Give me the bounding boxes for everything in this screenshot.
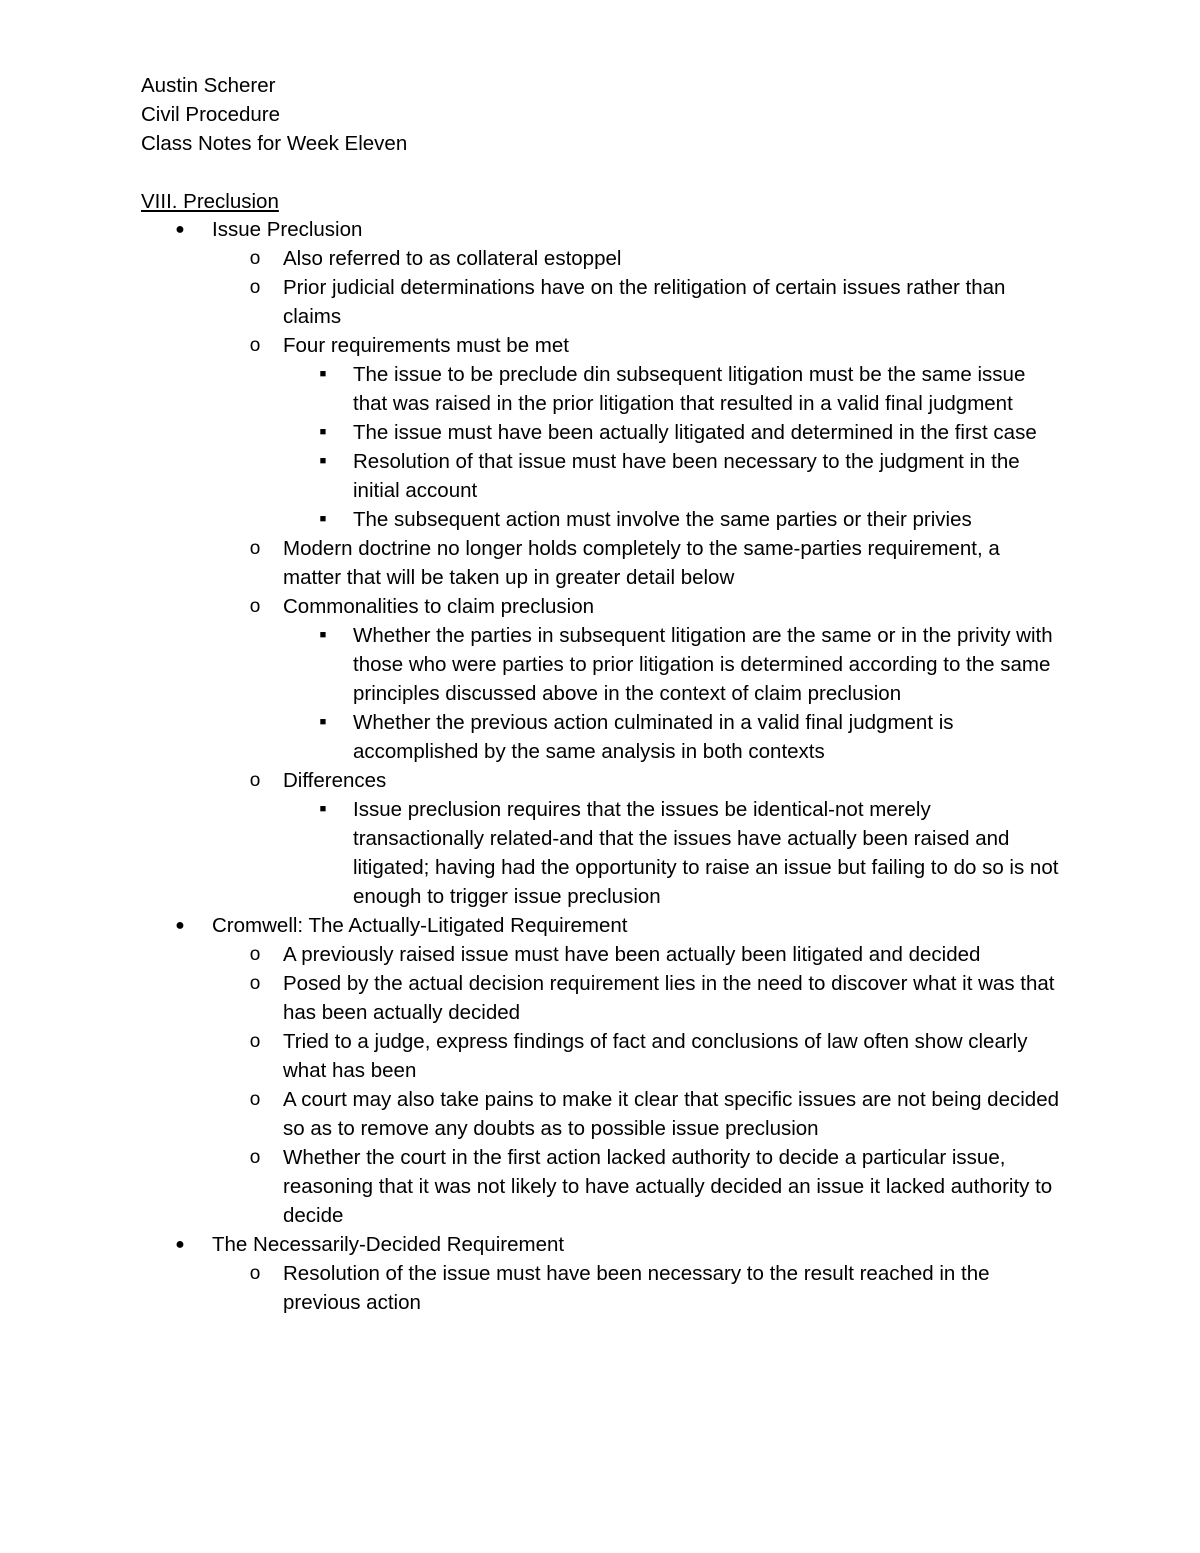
- outline-item-text: Whether the court in the first action lacked authority to decide a particular issue, reasoning that it was not likely to have actually decided an issue it lacked authority to decide: [283, 1146, 1053, 1227]
- course-name: Civil Procedure: [141, 103, 280, 126]
- bullet-level-2-icon: o: [249, 248, 261, 269]
- outline-item-text: Whether the previous action culminated in a valid final judgment is accomplished by the same analysis in both contexts: [353, 711, 954, 763]
- bullet-level-2-icon: o: [249, 538, 261, 559]
- outline-item-level-2: [0, 1143, 1063, 1230]
- outline-item-level-3: [0, 795, 1065, 911]
- outline-item-level-2: [0, 1259, 1063, 1317]
- bullet-level-2-icon: o: [249, 596, 261, 617]
- outline-item-level-2: [0, 273, 1063, 331]
- author-name: Austin Scherer: [141, 74, 276, 97]
- outline-item-level-2: [0, 244, 1063, 273]
- bullet-level-3-icon: ■: [319, 368, 327, 380]
- outline-item-level-2: [0, 331, 1063, 360]
- notes-subtitle: Class Notes for Week Eleven: [141, 132, 408, 155]
- outline-item-level-3: [0, 360, 1065, 418]
- document-header: [141, 71, 407, 158]
- outline-item-text: The issue to be preclude din subsequent litigation must be the same issue that was raised in the prior litigation that resulted in a valid final judgment: [353, 363, 1026, 415]
- bullet-level-2-icon: o: [249, 973, 261, 994]
- bullet-level-3-icon: ■: [319, 513, 327, 525]
- outline-item-text: Commonalities to claim preclusion: [283, 595, 595, 618]
- outline-item-text: Tried to a judge, express findings of fact and conclusions of law often show clearly what has been: [283, 1030, 1028, 1082]
- bullet-level-1-icon: ●: [175, 221, 185, 238]
- outline-item-text: Cromwell: The Actually-Litigated Requirement: [212, 914, 628, 937]
- outline-item-text: Issue Preclusion: [212, 218, 363, 241]
- bullet-level-2-icon: o: [249, 770, 261, 791]
- outline-item-level-3: [0, 418, 1065, 447]
- outline-item-text: Modern doctrine no longer holds completely to the same-parties requirement, a matter that will be taken up in greater detail below: [283, 537, 1000, 589]
- bullet-level-3-icon: ■: [319, 803, 327, 815]
- outline-item-level-3: [0, 621, 1065, 708]
- notes-outline: [0, 215, 1200, 1317]
- outline-item-level-2: [0, 940, 1063, 969]
- bullet-level-3-icon: ■: [319, 716, 327, 728]
- outline-item-text: Whether the parties in subsequent litigation are the same or in the privity with those who were parties to prior litigation is determined according to the same principles discussed above in the context of claim preclusion: [353, 624, 1053, 705]
- outline-item-text: A court may also take pains to make it clear that specific issues are not being decided so as to remove any doubts as to possible issue preclusion: [283, 1088, 1059, 1140]
- outline-item-text: The subsequent action must involve the same parties or their privies: [353, 508, 972, 531]
- outline-item-text: Differences: [283, 769, 387, 792]
- outline-item-text: Issue preclusion requires that the issues be identical-not merely transactionally related-and that the issues have actually been raised and litigated; having had the opportunity to raise an issue but failing to do so is not enough to trigger issue preclusion: [353, 798, 1059, 908]
- outline-item-level-2: [0, 1027, 1063, 1085]
- outline-item-text: The Necessarily-Decided Requirement: [212, 1233, 565, 1256]
- bullet-level-2-icon: o: [249, 1031, 261, 1052]
- bullet-level-2-icon: o: [249, 944, 261, 965]
- bullet-level-2-icon: o: [249, 1263, 261, 1284]
- bullet-level-2-icon: o: [249, 277, 261, 298]
- bullet-level-3-icon: ■: [319, 455, 327, 467]
- bullet-level-2-icon: o: [249, 1089, 261, 1110]
- outline-item-text: Posed by the actual decision requirement lies in the need to discover what it was that has been actually decided: [283, 972, 1055, 1024]
- outline-item-text: A previously raised issue must have been actually been litigated and decided: [283, 943, 981, 966]
- outline-item-level-1: [0, 911, 1052, 940]
- bullet-level-3-icon: ■: [319, 426, 327, 438]
- outline-item-text: Also referred to as collateral estoppel: [283, 247, 622, 270]
- outline-item-level-2: [0, 1085, 1063, 1143]
- outline-item-text: Prior judicial determinations have on the relitigation of certain issues rather than claims: [283, 276, 1006, 328]
- bullet-level-3-icon: ■: [319, 629, 327, 641]
- outline-item-level-3: [0, 447, 1065, 505]
- bullet-level-2-icon: o: [249, 1147, 261, 1168]
- outline-item-level-1: [0, 1230, 1052, 1259]
- outline-item-level-2: [0, 592, 1063, 621]
- bullet-level-2-icon: o: [249, 335, 261, 356]
- outline-item-level-2: [0, 534, 1063, 592]
- bullet-level-1-icon: ●: [175, 917, 185, 934]
- outline-item-text: The issue must have been actually litigated and determined in the first case: [353, 421, 1037, 444]
- outline-item-level-1: [0, 215, 1052, 244]
- outline-item-text: Four requirements must be met: [283, 334, 569, 357]
- outline-item-level-3: [0, 505, 1065, 534]
- outline-item-text: Resolution of the issue must have been necessary to the result reached in the previous action: [283, 1262, 990, 1314]
- outline-item-level-2: [0, 766, 1063, 795]
- section-title: VIII. Preclusion: [141, 190, 279, 213]
- outline-item-level-2: [0, 969, 1063, 1027]
- outline-item-text: Resolution of that issue must have been necessary to the judgment in the initial account: [353, 450, 1020, 502]
- outline-item-level-3: [0, 708, 1065, 766]
- bullet-level-1-icon: ●: [175, 1236, 185, 1253]
